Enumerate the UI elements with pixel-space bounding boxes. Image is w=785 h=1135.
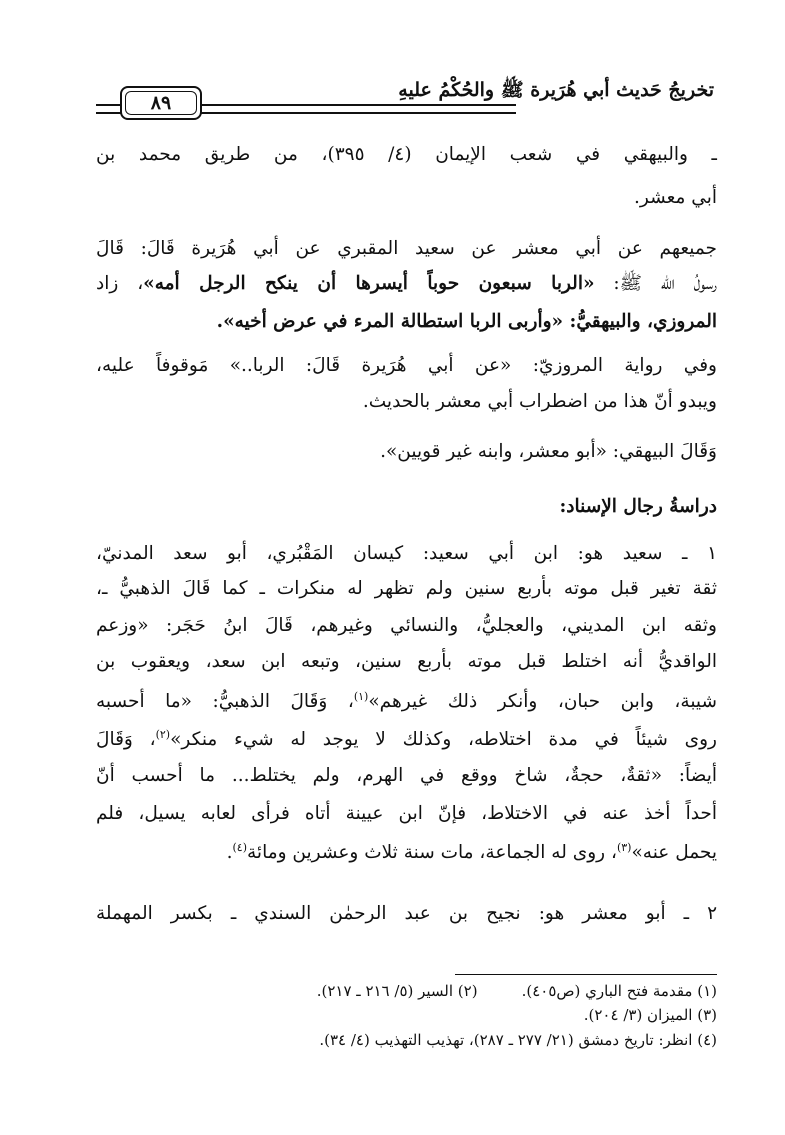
text-line: جميعهم عن أبي معشر عن سعيد المقبري عن أبي هُرَيرة قَالَ: قَالَ [96, 238, 717, 259]
text-line: ١ ـ سعيد هو: ابن أبي سعيد: كيسان المَقْبُري، أبو سعد المدنيّ، [96, 543, 717, 564]
footnote-ref: (٣) [616, 841, 632, 854]
page-number-box [120, 86, 202, 120]
footnote-separator [455, 974, 717, 975]
text-line [227, 842, 717, 863]
section-heading: دراسةُ رجال الإسناد: [559, 496, 717, 517]
footnote-4: (٤) انظر: تاريخ دمشق (٢١/ ٢٧٧ ـ ٢٨٧)، تهذيب التهذيب (٤/ ٣٤). [319, 1031, 717, 1049]
text-run: ، زاد [96, 273, 144, 294]
text-line: وَقَالَ البيهقي: «أبو معشر، وابنه غير قويين». [380, 441, 717, 462]
text-run: يحمل عنه» [631, 842, 717, 864]
text-line: ٢ ـ أبو معشر هو: نجيح بن عبد الرحمٰن السندي ـ بكسر المهملة [96, 903, 717, 924]
text-run: روى شيئاً في مدة اختلاطه، وكذلك لا يوجد له شيء منكر» [170, 729, 717, 751]
text-line: ثقة تغير قبل موته بأربع سنين ولم تظهر له منكرات ـ كما قَالَ الذهبيُّ ـ، [96, 578, 717, 599]
text-line: أحداً أخذ عنه في الاختلاط، فإنّ ابن عيينة أتاه فرأى لعابه يسيل، فلم [96, 803, 717, 824]
text-run: . [226, 842, 233, 864]
running-header [96, 68, 714, 120]
text-run: ، روى له الجماعة، مات سنة ثلاث وعشرين ومائة [247, 842, 617, 864]
text-line: ويبدو أنّ هذا من اضطراب أبي معشر بالحديث. [362, 391, 717, 412]
footnote-1: (١) مقدمة فتح الباري (ص٤٠٥). [521, 982, 717, 1000]
text-line: ـ والبيهقي في شعب الإيمان (٤/ ٣٩٥)، من طريق محمد بن [96, 144, 717, 165]
text-line: وفي رواية المروزيّ: «عن أبي هُرَيرة قَالَ: الربا..» مَوقوفاً عليه، [96, 355, 717, 376]
footnote-ref: (١) [353, 690, 369, 703]
footnote-ref: (٢) [155, 728, 171, 741]
footnote-3: (٣) الميزان (٣/ ٢٠٤). [583, 1006, 717, 1024]
text-line [96, 729, 717, 750]
text-run: ، وَقَالَ الذهبيُّ: «ما أحسبه [96, 691, 354, 713]
text-line: أبي معشر. [633, 187, 717, 208]
text-line [96, 275, 717, 294]
footnote-2: (٢) السير (٥/ ٢١٦ ـ ٢١٧). [316, 982, 478, 1000]
text-line [96, 691, 717, 712]
text-run: شيبة، وابن حبان، وأنكر ذلك غيرهم» [368, 691, 717, 713]
page-number: ٨٩ [150, 92, 172, 114]
hadith-quote: «الربا سبعون حوباً أيسرها أن ينكح الرجل أمه» [143, 273, 595, 294]
text-run: ، وَقَالَ [96, 729, 156, 751]
footnote-line [317, 984, 717, 999]
header-title: تخريجُ حَديث أبي هُرَيرة ﷺ والحُكْمُ عليهِ [398, 79, 714, 101]
text-line: وثقه ابن المديني، والعجليُّ، والنسائي وغيرهم، قَالَ ابنُ حَجَر: «وزعم [96, 615, 717, 636]
text-line: المروزي، والبيهقيُّ: «وأربى الربا استطالة المرء في عرض أخيه». [216, 311, 717, 332]
text-run: رسولُ الله ﷺ: [594, 273, 717, 294]
text-line: الواقديُّ أنه اختلط قبل موته بأربع سنين، وتبعه ابن سعد، ويعقوب بن [96, 651, 717, 672]
text-line: أيضاً: «ثقةٌ، حجةٌ، شاخ ووقع في الهرم، ولم يختلط... ما أحسب أنّ [96, 765, 717, 786]
footnote-ref: (٤) [232, 841, 247, 854]
